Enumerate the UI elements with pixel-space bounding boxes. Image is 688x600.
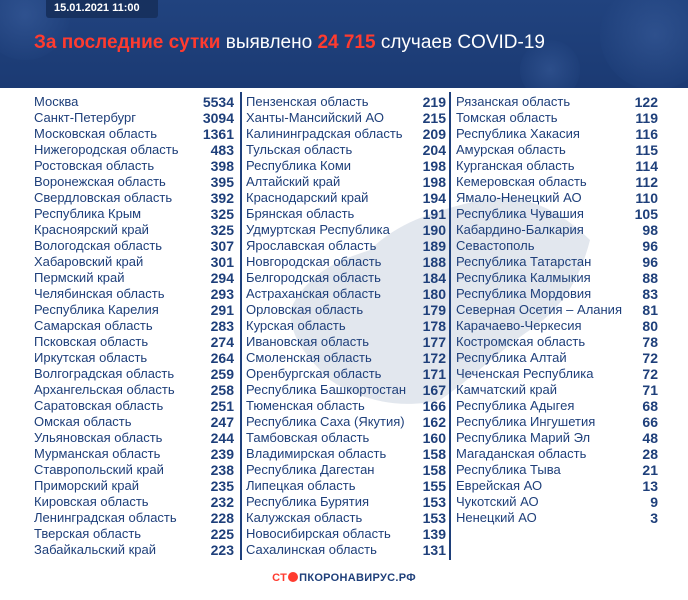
case-count: 98 <box>642 222 658 238</box>
region-row <box>456 478 658 494</box>
region-name: Псковская область <box>34 334 149 349</box>
region-row <box>246 462 446 478</box>
region-name: Республика Калмыкия <box>456 270 591 285</box>
region-name: Магаданская область <box>456 446 587 461</box>
region-name: Свердловская область <box>34 190 173 205</box>
region-row <box>246 398 446 414</box>
region-name: Ставропольский край <box>34 462 164 477</box>
region-name: Челябинская область <box>34 286 165 301</box>
region-row <box>456 142 658 158</box>
region-name: Астраханская область <box>246 286 381 301</box>
case-count: 5534 <box>202 94 234 110</box>
case-count: 293 <box>210 286 234 302</box>
region-name: Владимирская область <box>246 446 387 461</box>
case-count: 180 <box>422 286 446 302</box>
region-name: Республика Дагестан <box>246 462 375 477</box>
region-name: Амурская область <box>456 142 566 157</box>
region-row <box>34 238 234 254</box>
case-count: 116 <box>635 126 658 142</box>
case-count: 239 <box>210 446 234 462</box>
region-row <box>246 478 446 494</box>
case-count: 153 <box>422 510 446 526</box>
region-row <box>34 222 234 238</box>
case-count: 88 <box>642 270 658 286</box>
region-row <box>456 206 658 222</box>
case-count: 219 <box>422 94 446 110</box>
case-count: 112 <box>635 174 658 190</box>
region-name: Ярославская область <box>246 238 377 253</box>
region-name: Республика Алтай <box>456 350 567 365</box>
region-row <box>246 510 446 526</box>
region-name: Удмуртская Республика <box>246 222 390 237</box>
region-row <box>456 334 658 350</box>
region-row <box>246 382 446 398</box>
region-column-2 <box>246 94 446 558</box>
region-row <box>34 542 234 558</box>
case-count: 294 <box>210 270 234 286</box>
case-count: 232 <box>210 494 234 510</box>
region-row <box>34 526 234 542</box>
region-row <box>34 174 234 190</box>
headline-prefix: За последние сутки <box>34 32 221 53</box>
footer-logo <box>0 572 688 584</box>
case-count: 115 <box>635 142 658 158</box>
region-name: Мурманская область <box>34 446 161 461</box>
region-name: Алтайский край <box>246 174 341 189</box>
region-name: Липецкая область <box>246 478 356 493</box>
region-row <box>246 190 446 206</box>
region-row <box>34 478 234 494</box>
case-count: 21 <box>642 462 658 478</box>
region-row <box>246 318 446 334</box>
region-name: Республика Башкортостан <box>246 382 406 397</box>
column-divider <box>449 92 451 560</box>
region-name: Республика Ингушетия <box>456 414 596 429</box>
case-count: 114 <box>635 158 658 174</box>
region-row <box>246 110 446 126</box>
region-name: Орловская область <box>246 302 364 317</box>
region-row <box>456 510 658 526</box>
headline-suffix: случаев COVID-19 <box>375 32 545 53</box>
region-row <box>246 270 446 286</box>
region-row <box>246 94 446 110</box>
case-count: 68 <box>642 398 658 414</box>
region-name: Республика Бурятия <box>246 494 370 509</box>
region-row <box>34 462 234 478</box>
region-name: Тамбовская область <box>246 430 370 445</box>
region-row <box>246 494 446 510</box>
region-name: Пермский край <box>34 270 125 285</box>
region-name: Рязанская область <box>456 94 571 109</box>
region-row <box>246 350 446 366</box>
region-row <box>34 286 234 302</box>
headline-mid: выявлено <box>220 32 318 53</box>
region-name: Хабаровский край <box>34 254 144 269</box>
region-row <box>246 174 446 190</box>
region-row <box>456 494 658 510</box>
case-count: 166 <box>422 398 446 414</box>
region-name: Московская область <box>34 126 158 141</box>
case-count: 209 <box>422 126 446 142</box>
case-count: 188 <box>422 254 446 270</box>
case-count: 78 <box>642 334 658 350</box>
region-name: Волгоградская область <box>34 366 175 381</box>
region-row <box>34 302 234 318</box>
region-row <box>456 238 658 254</box>
region-name: Забайкальский край <box>34 542 157 557</box>
region-row <box>34 94 234 110</box>
case-count: 96 <box>642 254 658 270</box>
region-row <box>34 366 234 382</box>
case-count: 172 <box>422 350 446 366</box>
region-name: Курганская область <box>456 158 575 173</box>
case-count: 264 <box>210 350 234 366</box>
case-count: 189 <box>422 238 446 254</box>
region-row <box>456 350 658 366</box>
case-count: 177 <box>422 334 446 350</box>
region-name: Севастополь <box>456 238 535 253</box>
region-row <box>34 430 234 446</box>
region-row <box>246 158 446 174</box>
region-row <box>246 430 446 446</box>
region-row <box>246 142 446 158</box>
region-row <box>246 542 446 558</box>
case-count: 105 <box>634 206 658 222</box>
region-row <box>456 254 658 270</box>
case-count: 190 <box>422 222 446 238</box>
region-name: Республика Крым <box>34 206 142 221</box>
region-name: Брянская область <box>246 206 355 221</box>
region-name: Калужская область <box>246 510 363 525</box>
region-name: Приморский край <box>34 478 139 493</box>
case-count: 191 <box>422 206 446 222</box>
region-row <box>246 526 446 542</box>
region-row <box>456 270 658 286</box>
region-row <box>34 414 234 430</box>
region-name: Томская область <box>456 110 558 125</box>
region-row <box>34 350 234 366</box>
column-divider <box>240 92 242 560</box>
region-name: Ульяновская область <box>34 430 163 445</box>
case-count: 83 <box>642 286 658 302</box>
case-count: 153 <box>422 494 446 510</box>
region-row <box>34 110 234 126</box>
case-count: 223 <box>210 542 234 558</box>
case-count: 235 <box>210 478 234 494</box>
region-name: Тульская область <box>246 142 353 157</box>
case-count: 225 <box>210 526 234 542</box>
region-name: Краснодарский край <box>246 190 369 205</box>
region-row <box>456 302 658 318</box>
region-name: Тюменская область <box>246 398 365 413</box>
region-row <box>34 126 234 142</box>
case-count: 483 <box>210 142 234 158</box>
region-row <box>456 382 658 398</box>
region-name: Воронежская область <box>34 174 166 189</box>
region-name: Белгородская область <box>246 270 381 285</box>
case-count: 122 <box>634 94 658 110</box>
region-name: Оренбургская область <box>246 366 382 381</box>
region-name: Республика Тыва <box>456 462 561 477</box>
case-count: 131 <box>422 542 446 558</box>
logo-domain-text: ПКОРОНАВИРУС.РФ <box>299 572 416 584</box>
region-row <box>34 142 234 158</box>
virus-decoration-icon <box>600 0 688 88</box>
region-row <box>246 238 446 254</box>
case-count: 9 <box>650 494 658 510</box>
region-row <box>34 158 234 174</box>
region-row <box>246 206 446 222</box>
region-name: Ленинградская область <box>34 510 177 525</box>
case-count: 325 <box>210 222 234 238</box>
case-count: 155 <box>422 478 446 494</box>
case-count: 71 <box>642 382 658 398</box>
region-row <box>456 158 658 174</box>
case-count: 3094 <box>202 110 234 126</box>
region-name: Кировская область <box>34 494 149 509</box>
case-count: 96 <box>642 238 658 254</box>
case-count: 258 <box>210 382 234 398</box>
case-count: 392 <box>210 190 234 206</box>
region-row <box>456 286 658 302</box>
region-name: Тверская область <box>34 526 142 541</box>
case-count: 251 <box>210 398 234 414</box>
case-count: 28 <box>642 446 658 462</box>
case-count: 194 <box>422 190 446 206</box>
case-count: 81 <box>642 302 658 318</box>
case-count: 184 <box>422 270 446 286</box>
region-name: Санкт-Петербург <box>34 110 136 125</box>
case-count: 110 <box>635 190 658 206</box>
region-name: Омская область <box>34 414 132 429</box>
region-name: Иркутская область <box>34 350 148 365</box>
case-count: 307 <box>210 238 234 254</box>
region-name: Республика Мордовия <box>456 286 592 301</box>
region-row <box>456 366 658 382</box>
region-name: Ивановская область <box>246 334 369 349</box>
region-row <box>456 94 658 110</box>
region-row <box>34 398 234 414</box>
case-count: 1361 <box>202 126 234 142</box>
region-row <box>34 510 234 526</box>
case-count: 238 <box>210 462 234 478</box>
region-name: Калининградская область <box>246 126 403 141</box>
case-count: 228 <box>210 510 234 526</box>
region-name: Пензенская область <box>246 94 369 109</box>
region-name: Кабардино-Балкария <box>456 222 584 237</box>
region-name: Ханты-Мансийский АО <box>246 110 384 125</box>
region-row <box>34 382 234 398</box>
case-count: 274 <box>210 334 234 350</box>
region-row <box>246 126 446 142</box>
case-count: 158 <box>422 462 446 478</box>
case-count: 178 <box>422 318 446 334</box>
region-name: Карачаево-Черкесия <box>456 318 582 333</box>
region-row <box>456 398 658 414</box>
region-name: Ямало-Ненецкий АО <box>456 190 582 205</box>
region-name: Республика Хакасия <box>456 126 580 141</box>
region-row <box>34 206 234 222</box>
case-count: 3 <box>650 510 658 526</box>
region-row <box>246 302 446 318</box>
case-count: 171 <box>422 366 446 382</box>
report-date: 15.01.2021 11:00 <box>54 2 140 14</box>
region-row <box>34 190 234 206</box>
region-name: Чукотский АО <box>456 494 539 509</box>
case-count: 66 <box>642 414 658 430</box>
region-name: Ростовская область <box>34 158 155 173</box>
region-name: Чеченская Республика <box>456 366 594 381</box>
region-row <box>34 318 234 334</box>
case-count: 72 <box>642 366 658 382</box>
case-count: 398 <box>210 158 234 174</box>
case-count: 179 <box>422 302 446 318</box>
case-count: 80 <box>642 318 658 334</box>
region-name: Москва <box>34 94 79 109</box>
case-count: 119 <box>635 110 658 126</box>
case-count: 259 <box>210 366 234 382</box>
region-row <box>246 334 446 350</box>
case-count: 162 <box>422 414 446 430</box>
case-count: 283 <box>210 318 234 334</box>
headline-count: 24 715 <box>317 32 376 53</box>
region-row <box>34 334 234 350</box>
case-count: 204 <box>422 142 446 158</box>
region-name: Саратовская область <box>34 398 164 413</box>
region-row <box>456 462 658 478</box>
region-row <box>246 254 446 270</box>
region-name: Вологодская область <box>34 238 163 253</box>
region-row <box>34 494 234 510</box>
region-column-3 <box>456 94 658 526</box>
region-row <box>456 126 658 142</box>
region-row <box>246 286 446 302</box>
region-row <box>456 430 658 446</box>
case-count: 139 <box>422 526 446 542</box>
region-row <box>34 446 234 462</box>
region-name: Новосибирская область <box>246 526 391 541</box>
region-row <box>456 222 658 238</box>
region-row <box>246 222 446 238</box>
case-count: 215 <box>422 110 446 126</box>
region-row <box>456 190 658 206</box>
region-row <box>456 446 658 462</box>
region-name: Сахалинская область <box>246 542 377 557</box>
region-row <box>34 254 234 270</box>
region-name: Республика Карелия <box>34 302 159 317</box>
region-name: Республика Татарстан <box>456 254 592 269</box>
case-count: 160 <box>422 430 446 446</box>
case-count: 325 <box>210 206 234 222</box>
region-name: Ненецкий АО <box>456 510 537 525</box>
region-row <box>246 446 446 462</box>
region-name: Красноярский край <box>34 222 149 237</box>
region-name: Костромская область <box>456 334 586 349</box>
region-name: Республика Коми <box>246 158 352 173</box>
region-name: Нижегородская область <box>34 142 179 157</box>
case-count: 198 <box>422 174 446 190</box>
region-column-1 <box>34 94 234 558</box>
headline <box>34 32 545 54</box>
region-name: Архангельская область <box>34 382 175 397</box>
case-count: 395 <box>210 174 234 190</box>
region-row <box>34 270 234 286</box>
case-count: 247 <box>210 414 234 430</box>
case-count: 13 <box>642 478 658 494</box>
region-row <box>246 414 446 430</box>
region-name: Республика Марий Эл <box>456 430 591 445</box>
case-count: 48 <box>642 430 658 446</box>
case-count: 158 <box>422 446 446 462</box>
case-count: 72 <box>642 350 658 366</box>
region-name: Камчатский край <box>456 382 557 397</box>
region-row <box>456 414 658 430</box>
region-name: Северная Осетия – Алания <box>456 302 622 317</box>
case-count: 244 <box>210 430 234 446</box>
region-name: Самарская область <box>34 318 153 333</box>
region-name: Новгородская область <box>246 254 382 269</box>
region-name: Курская область <box>246 318 346 333</box>
case-count: 167 <box>422 382 446 398</box>
case-count: 301 <box>210 254 234 270</box>
region-name: Смоленская область <box>246 350 372 365</box>
region-row <box>456 318 658 334</box>
region-name: Кемеровская область <box>456 174 587 189</box>
region-name: Республика Адыгея <box>456 398 575 413</box>
region-name: Республика Чувашия <box>456 206 584 221</box>
region-row <box>456 174 658 190</box>
header-banner <box>0 0 688 88</box>
case-count: 291 <box>210 302 234 318</box>
region-name: Республика Саха (Якутия) <box>246 414 405 429</box>
region-name: Еврейская АО <box>456 478 543 493</box>
region-row <box>246 366 446 382</box>
case-count: 198 <box>422 158 446 174</box>
stop-circle-icon <box>288 572 298 582</box>
logo-stop-text: СТ <box>272 572 288 584</box>
region-row <box>456 110 658 126</box>
